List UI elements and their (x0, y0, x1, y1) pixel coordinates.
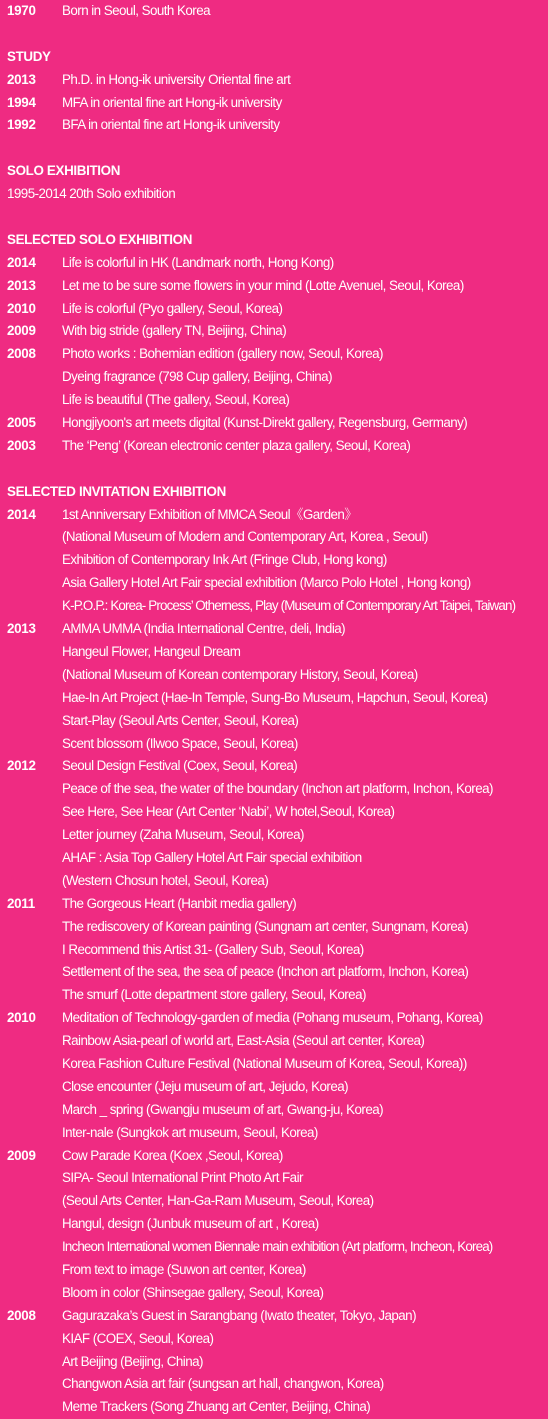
list-item (7, 504, 548, 527)
list-item (7, 641, 548, 664)
year-label: 2010 (7, 300, 36, 316)
entry-text: Letter journey (Zaha Museum, Seoul, Korea) (62, 827, 304, 843)
list-item (7, 1122, 548, 1145)
entry-text: The Gorgeous Heart (Hanbit media gallery) (62, 895, 297, 911)
year-label: 2010 (7, 1010, 36, 1026)
entry-text: Scent blossom (Ilwoo Space, Seoul, Korea) (62, 735, 298, 751)
list-item (7, 916, 548, 939)
entry-text: Settlement of the sea, the sea of peace (Inchon art platform, Inchon, Korea) (62, 964, 469, 980)
year-label (7, 664, 62, 687)
entry-text: The rediscovery of Korean painting (Sungnam art center, Sungnam, Korea) (62, 918, 469, 934)
list-item (7, 778, 548, 801)
entry-text: Hangeul Flower, Hangeul Dream (62, 643, 241, 659)
study-heading: STUDY (7, 48, 51, 64)
year-label: 2011 (7, 895, 35, 911)
entry-text: From text to image (Suwon art center, Korea) (62, 1261, 306, 1277)
entry-text: Hongjiyoon's art meets digital (Kunst-Direkt gallery, Regensburg, Germany) (62, 415, 468, 431)
year-label (7, 916, 62, 939)
year-label: 1994 (7, 94, 36, 110)
list-item (7, 893, 548, 916)
list-item (7, 664, 548, 687)
entry-text: AMMA UMMA (India International Centre, deli, India) (62, 621, 346, 637)
entry-text: Exhibition of Contemporary Ink Art (Fringe Club, Hong kong) (62, 552, 387, 568)
year-label: 2013 (7, 277, 36, 293)
year-label: 2008 (7, 1307, 36, 1323)
entry-text: Changwon Asia art fair (sungsan art hall, changwon, Korea) (62, 1376, 384, 1392)
list-item (7, 1190, 548, 1213)
entry-text: (Seoul Arts Center, Han-Ga-Ram Museum, Seoul, Korea) (62, 1193, 374, 1209)
year-label (7, 1259, 62, 1282)
year-label (7, 1122, 62, 1145)
list-item (7, 1373, 548, 1396)
list-item (7, 1076, 548, 1099)
list-item (7, 1282, 548, 1305)
list-item (7, 1007, 548, 1030)
list-item (7, 595, 548, 618)
year-label: 2003 (7, 437, 36, 453)
year-label: 2009 (7, 1147, 36, 1163)
list-item (7, 320, 548, 343)
year-label (7, 526, 62, 549)
list-item (7, 549, 548, 572)
list-item (7, 114, 548, 137)
entry-text: Ph.D. in Hong-ik university Oriental fine art (62, 71, 291, 87)
list-item (7, 961, 548, 984)
year-label (7, 687, 62, 710)
year-label (7, 939, 62, 962)
list-item (7, 1305, 548, 1328)
year-label (7, 1167, 62, 1190)
year-label (7, 1328, 62, 1351)
year-label (7, 824, 62, 847)
year-label (7, 801, 62, 824)
year-label (7, 389, 62, 412)
entry-text: The smurf (Lotte department store gallery, Seoul, Korea) (62, 987, 366, 1003)
list-item (7, 1099, 548, 1122)
entry-text: Born in Seoul, South Korea (62, 3, 210, 18)
list-item (7, 1351, 548, 1374)
spacer (7, 206, 548, 229)
year-label (7, 1396, 62, 1419)
list-item (7, 939, 548, 962)
list-item (7, 847, 548, 870)
entry-text: (Western Chosun hotel, Seoul, Korea) (62, 872, 269, 888)
year-label (7, 1282, 62, 1305)
entry-text: Meditation of Technology-garden of media (Pohang museum, Pohang, Korea) (62, 1010, 483, 1026)
entry-text: The ‘Peng’ (Korean electronic center plaza gallery, Seoul, Korea) (62, 437, 411, 453)
selected-invitation-list (7, 504, 548, 1419)
entry-text: Hangul, design (Junbuk museum of art , Korea) (62, 1216, 319, 1232)
year-label (7, 549, 62, 572)
entry-text: Peace of the sea, the water of the boundary (Inchon art platform, Inchon, Korea) (62, 781, 493, 797)
list-item (7, 435, 548, 458)
list-item (7, 1396, 548, 1419)
spacer (7, 458, 548, 481)
list-item (7, 69, 548, 92)
list-item (7, 755, 548, 778)
birth-row (7, 0, 548, 23)
entry-text: (National Museum of Korean contemporary History, Seoul, Korea) (62, 666, 418, 682)
solo-exhibition-heading: SOLO EXHIBITION (7, 163, 121, 179)
year-label (7, 641, 62, 664)
list-item (7, 801, 548, 824)
year-label: 2013 (7, 621, 36, 637)
year-label: 1992 (7, 117, 36, 133)
entry-text: See Here, See Hear (Art Center ‘Nabi’, W hotel,Seoul, Korea) (62, 804, 395, 820)
list-item (7, 1030, 548, 1053)
year-label (7, 961, 62, 984)
entry-text: With big stride (gallery TN, Beijing, China) (62, 323, 287, 339)
list-item (7, 870, 548, 893)
year-label: 1970 (7, 3, 36, 18)
list-item (7, 343, 548, 366)
entry-text: KIAF (COEX, Seoul, Korea) (62, 1330, 214, 1346)
entry-text: BFA in oriental fine art Hong-ik university (62, 117, 280, 133)
year-label (7, 1351, 62, 1374)
year-label (7, 847, 62, 870)
year-label: 2009 (7, 323, 36, 339)
year-label: 2013 (7, 71, 36, 87)
list-item (7, 733, 548, 756)
solo-exhibition-text: 1995-2014 20th Solo exhibition (7, 186, 176, 202)
list-item (7, 298, 548, 321)
entry-text: Start-Play (Seoul Arts Center, Seoul, Korea) (62, 712, 299, 728)
list-item (7, 526, 548, 549)
year-label (7, 710, 62, 733)
year-label (7, 572, 62, 595)
list-item (7, 92, 548, 115)
entry-text: Inter-nale (Sungkok art museum, Seoul, Korea) (62, 1124, 318, 1140)
entry-text: Hae-In Art Project (Hae-In Temple, Sung-Bo Museum, Hapchun, Seoul, Korea) (62, 689, 488, 705)
list-item (7, 618, 548, 641)
list-item (7, 1328, 548, 1351)
year-label (7, 1190, 62, 1213)
entry-text: I Recommend this Artist 31- (Gallery Sub, Seoul, Korea) (62, 941, 364, 957)
year-label: 2012 (7, 758, 36, 774)
list-item (7, 412, 548, 435)
entry-text: K-P.O.P.: Korea- Process’ Otherness, Play (Museum of Contemporary Art Taipei, Taiwan) (62, 598, 516, 614)
entry-text: Gagurazaka’s Guest in Sarangbang (Iwato theater, Tokyo, Japan) (62, 1307, 416, 1323)
year-label: 2008 (7, 346, 36, 362)
entry-text: Photo works : Bohemian edition (gallery now, Seoul, Korea) (62, 346, 383, 362)
list-item (7, 366, 548, 389)
list-item (7, 275, 548, 298)
list-item (7, 1145, 548, 1168)
year-label (7, 1076, 62, 1099)
year-label (7, 595, 62, 618)
entry-text: Meme Trackers (Song Zhuang art Center, Beijing, China) (62, 1399, 371, 1415)
entry-text: MFA in oriental fine art Hong-ik university (62, 94, 282, 110)
list-item (7, 1259, 548, 1282)
entry-text: Life is beautiful (The gallery, Seoul, Korea) (62, 392, 290, 408)
list-item (7, 1236, 548, 1259)
entry-text: AHAF : Asia Top Gallery Hotel Art Fair special exhibition (62, 849, 362, 865)
selected-solo-list (7, 252, 548, 458)
year-label (7, 1236, 62, 1259)
entry-text: Dyeing fragrance (798 Cup gallery, Beijing, China) (62, 369, 332, 385)
list-item (7, 824, 548, 847)
selected-invitation-heading: SELECTED INVITATION EXHIBITION (7, 483, 226, 499)
year-label: 2014 (7, 254, 36, 270)
list-item (7, 252, 548, 275)
year-label (7, 778, 62, 801)
year-label (7, 1213, 62, 1236)
study-list (7, 69, 548, 138)
year-label (7, 1053, 62, 1076)
year-label (7, 733, 62, 756)
year-label: 2014 (7, 506, 36, 522)
entry-text: Seoul Design Festival (Coex, Seoul, Korea) (62, 758, 298, 774)
year-label (7, 1373, 62, 1396)
entry-text: Incheon International women Biennale main exhibition (Art platform, Incheon, Korea) (62, 1239, 493, 1255)
entry-text: Asia Gallery Hotel Art Fair special exhibition (Marco Polo Hotel , Hong kong) (62, 575, 471, 591)
list-item (7, 687, 548, 710)
list-item (7, 1167, 548, 1190)
entry-text: Art Beijing (Beijing, China) (62, 1353, 203, 1369)
entry-text: Close encounter (Jeju museum of art, Jejudo, Korea) (62, 1078, 349, 1094)
spacer (7, 23, 548, 46)
entry-text: SIPA- Seoul International Print Photo Art Fair (62, 1170, 303, 1186)
entry-text: Life is colorful in HK (Landmark north, Hong Kong) (62, 254, 334, 270)
selected-solo-heading: SELECTED SOLO EXHIBITION (7, 231, 193, 247)
entry-text: Bloom in color (Shinsegae gallery, Seoul, Korea) (62, 1284, 324, 1300)
year-label (7, 984, 62, 1007)
year-label (7, 366, 62, 389)
entry-text: Life is colorful (Pyo gallery, Seoul, Korea) (62, 300, 283, 316)
year-label: 2005 (7, 415, 36, 431)
entry-text: 1st Anniversary Exhibition of MMCA Seoul《Garden》 (62, 506, 358, 522)
entry-text: (National Museum of Modern and Contemporary Art, Korea , Seoul) (62, 529, 428, 545)
list-item (7, 984, 548, 1007)
entry-text: Rainbow Asia-pearl of world art, East-Asia (Seoul art center, Korea) (62, 1033, 425, 1049)
list-item (7, 1053, 548, 1076)
year-label (7, 870, 62, 893)
list-item (7, 389, 548, 412)
entry-text: Cow Parade Korea (Koex ,Seoul, Korea) (62, 1147, 283, 1163)
entry-text: Let me to be sure some flowers in your mind (Lotte Avenuel, Seoul, Korea) (62, 277, 464, 293)
list-item (7, 1213, 548, 1236)
year-label (7, 1099, 62, 1122)
list-item (7, 710, 548, 733)
entry-text: Korea Fashion Culture Festival (National Museum of Korea, Seoul, Korea)) (62, 1055, 467, 1071)
spacer (7, 137, 548, 160)
list-item (7, 572, 548, 595)
year-label (7, 1030, 62, 1053)
entry-text: March _ spring (Gwangju museum of art, Gwang-ju, Korea) (62, 1101, 384, 1117)
